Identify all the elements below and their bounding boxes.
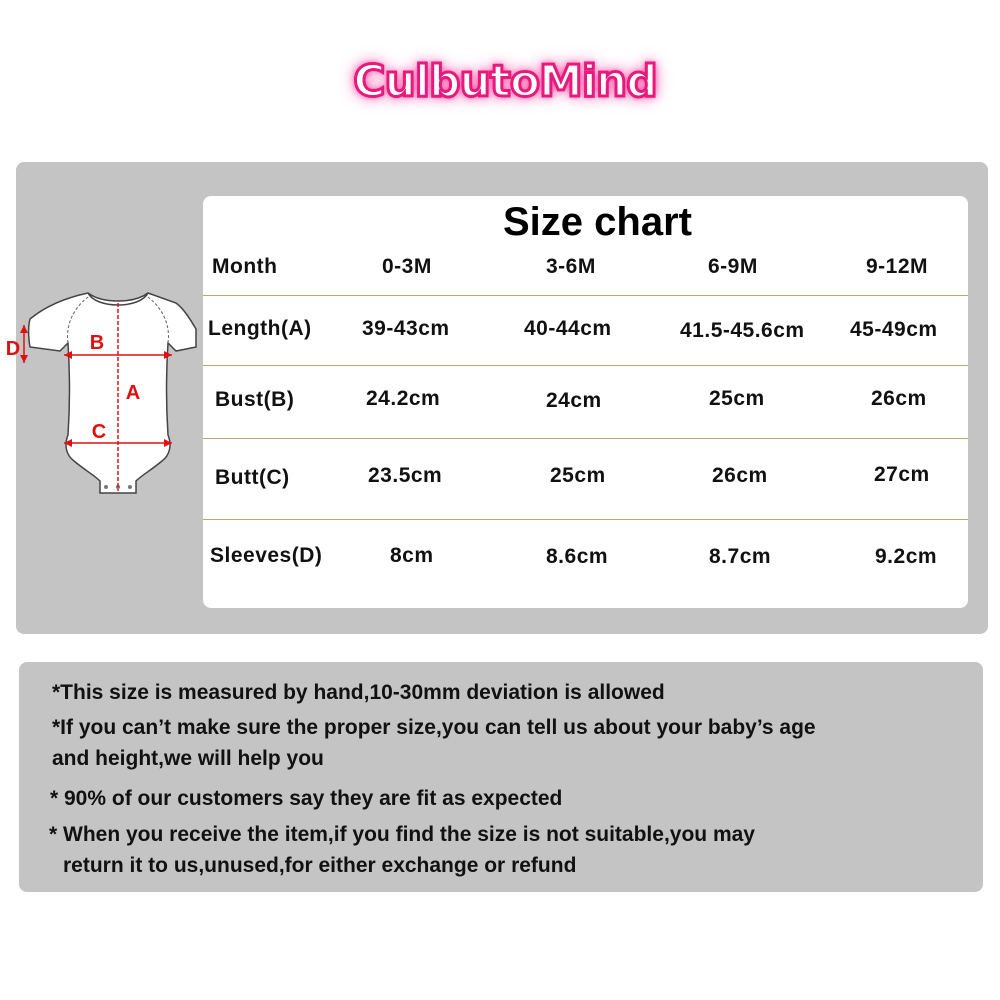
- brand-logo-text: CulbutoMind: [353, 55, 657, 107]
- table-cell: 25cm: [550, 464, 606, 487]
- table-cell: 8cm: [390, 544, 434, 567]
- measure-a-label: A: [125, 382, 141, 404]
- table-cell: 41.5-45.6cm: [680, 319, 805, 342]
- snap-3: [128, 485, 132, 489]
- column-header-9-12m: 9-12M: [866, 255, 929, 278]
- size-chart-title: Size chart: [503, 200, 692, 244]
- table-cell: 9.2cm: [875, 545, 938, 568]
- column-header-3-6m: 3-6M: [546, 255, 596, 278]
- row-label-sleeves: Sleeves(D): [210, 544, 323, 567]
- note-return-continued: return it to us,unused,for either exchange or refund: [63, 854, 577, 877]
- table-cell: 39-43cm: [362, 317, 450, 340]
- measure-c-label: C: [91, 421, 107, 443]
- row-divider: [203, 365, 968, 366]
- brand-logo: [340, 50, 670, 112]
- bodysuit-outline: [29, 293, 197, 493]
- note-return: * When you receive the item,if you find the size is not suitable,you may: [49, 823, 755, 846]
- table-cell: 24.2cm: [366, 387, 441, 410]
- note-measurement: *This size is measured by hand,10-30mm deviation is allowed: [52, 681, 665, 704]
- table-cell: 25cm: [709, 387, 765, 410]
- note-fit: * 90% of our customers say they are fit as expected: [50, 787, 563, 810]
- table-cell: 23.5cm: [368, 464, 443, 487]
- table-cell: 26cm: [712, 464, 768, 487]
- bodysuit-diagram: [0, 285, 200, 515]
- measure-d-label: D: [5, 338, 21, 360]
- column-header-month: Month: [212, 255, 278, 278]
- column-header-0-3m: 0-3M: [382, 255, 432, 278]
- table-cell: 26cm: [871, 387, 927, 410]
- row-label-length: Length(A): [208, 317, 312, 340]
- table-cell: 24cm: [546, 389, 602, 412]
- row-divider: [203, 438, 968, 439]
- note-size-help-continued: and height,we will help you: [52, 747, 324, 770]
- row-divider: [203, 295, 968, 296]
- measure-d-arrow-bottom: [20, 355, 28, 363]
- table-cell: 8.7cm: [709, 545, 772, 568]
- note-size-help: *If you can’t make sure the proper size,you can tell us about your baby’s age: [52, 716, 816, 739]
- table-cell: 40-44cm: [524, 317, 612, 340]
- table-cell: 45-49cm: [850, 318, 938, 341]
- measure-b-label: B: [89, 332, 105, 354]
- table-cell: 8.6cm: [546, 545, 609, 568]
- row-label-butt: Butt(C): [215, 466, 290, 489]
- row-label-bust: Bust(B): [215, 388, 295, 411]
- snap-1: [104, 485, 108, 489]
- measure-d-arrow-top: [20, 325, 28, 333]
- column-header-6-9m: 6-9M: [708, 255, 758, 278]
- table-cell: 27cm: [874, 463, 930, 486]
- row-divider: [203, 519, 968, 520]
